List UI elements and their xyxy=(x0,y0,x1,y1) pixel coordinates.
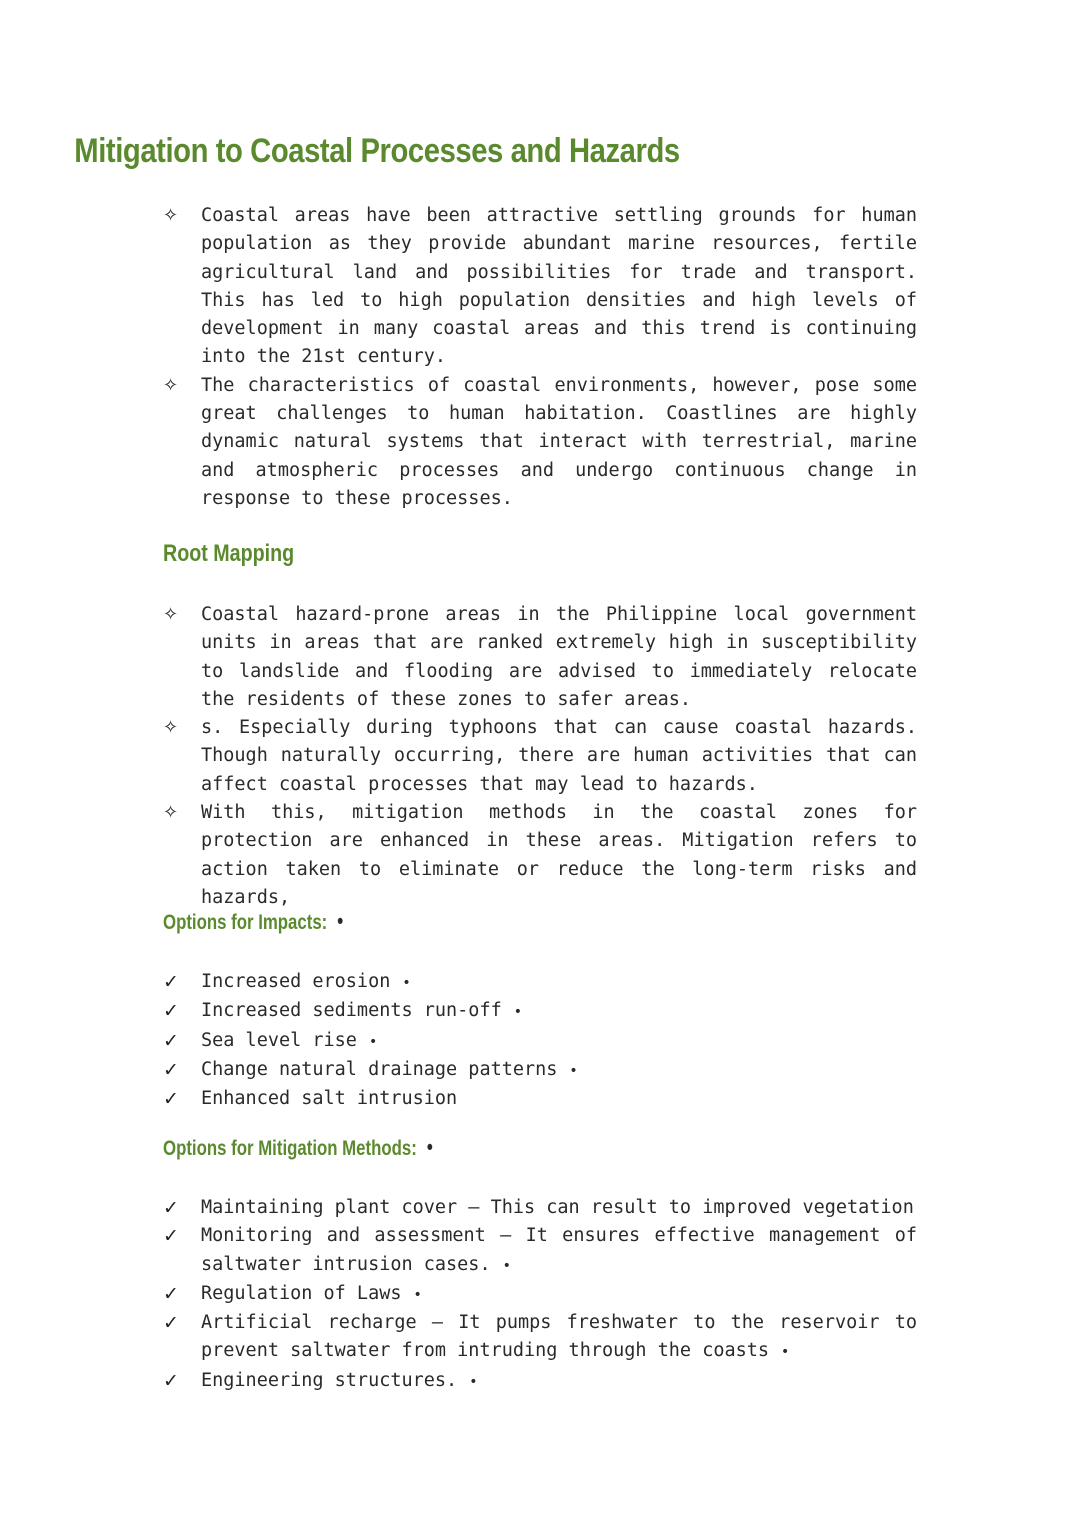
root-mapping-bullet-text: With this, mitigation methods in the coastal zones for protection are enhanced in these areas. Mitigation refers to action taken to eliminate or reduce the long-term risks and hazards, xyxy=(201,802,917,908)
diamond-bullet-icon: ✧ xyxy=(163,205,179,226)
list-item xyxy=(163,714,917,799)
check-mark-icon: ✓ xyxy=(163,1000,179,1023)
list-item xyxy=(163,968,917,997)
impacts-check-list xyxy=(163,968,917,1113)
trailing-bullet-dot: • xyxy=(413,1286,422,1303)
diamond-bullet-icon: ✧ xyxy=(163,717,179,739)
list-item xyxy=(163,372,917,513)
page-title: Mitigation to Coastal Processes and Hazards xyxy=(74,132,680,170)
check-mark-icon: ✓ xyxy=(163,1197,179,1219)
trailing-bullet-dot: • xyxy=(469,1373,478,1390)
mitigation-item-text: Engineering structures. xyxy=(201,1369,458,1391)
check-mark-icon: ✓ xyxy=(163,1312,179,1335)
section-heading-impacts xyxy=(163,910,345,935)
list-item xyxy=(163,997,917,1026)
trailing-bullet-dot: • xyxy=(569,1062,578,1079)
intro-bullet-text: The characteristics of coastal environments, however, pose some great challenges to human habitation. Coastlines are highly dynamic natural systems that interact with terrestrial, marine and atmospheric processes and undergo continuous change in response to these processes. xyxy=(201,374,917,509)
trailing-bullet-dot: • xyxy=(781,1344,790,1361)
list-item xyxy=(163,601,917,714)
mitigation-item-text: Monitoring and assessment – It ensures effective management of saltwater intrusion cases. xyxy=(201,1225,917,1275)
trailing-bullet-dot: • xyxy=(513,1004,522,1021)
list-item xyxy=(163,1027,917,1056)
impact-item-text: Change natural drainage patterns xyxy=(201,1058,558,1080)
impact-item-text: Increased sediments run-off xyxy=(201,1000,502,1022)
trailing-bullet-dot: • xyxy=(402,975,411,991)
intro-bullet-list xyxy=(163,202,917,513)
impacts-heading-label: Options for Impacts: xyxy=(163,911,328,934)
list-item xyxy=(163,1056,917,1085)
list-item xyxy=(163,1222,917,1280)
mitigation-item-text: Maintaining plant cover – This can result to improved vegetation xyxy=(201,1197,914,1218)
mitigation-check-list xyxy=(163,1194,917,1396)
root-mapping-bullet-text: s. Especially during typhoons that can cause coastal hazards. Though naturally occurring, there are human activities that can affect coastal processes that may lead to hazards. xyxy=(201,717,917,795)
mitigation-item-text: Artificial recharge – It pumps freshwater to the reservoir to prevent saltwater from intruding through the coasts xyxy=(201,1312,917,1362)
root-mapping-bullet-text: Coastal hazard-prone areas in the Philippine local government units in areas that are ranked extremely high in susceptibility to landslide and flooding are advised to immediately relocate the residents of these zones to safer areas. xyxy=(201,604,917,710)
section-heading-root-mapping: Root Mapping xyxy=(163,540,295,567)
root-mapping-bullet-list xyxy=(163,601,917,912)
impact-item-text: Sea level rise xyxy=(201,1029,357,1051)
section-heading-mitigation-methods xyxy=(163,1136,435,1161)
impact-item-text: Increased erosion xyxy=(201,971,391,992)
diamond-bullet-icon: ✧ xyxy=(163,374,179,396)
check-mark-icon: ✓ xyxy=(163,1282,179,1305)
check-mark-icon: ✓ xyxy=(163,1088,179,1111)
list-item xyxy=(163,799,917,912)
impact-item-text: Enhanced salt intrusion xyxy=(201,1088,458,1110)
check-mark-icon: ✓ xyxy=(163,1029,179,1052)
list-item xyxy=(163,1280,917,1309)
list-item xyxy=(163,202,917,372)
trailing-bullet-dot: • xyxy=(368,1033,378,1050)
check-mark-icon: ✓ xyxy=(163,1225,179,1248)
diamond-bullet-icon: ✧ xyxy=(163,802,179,824)
check-mark-icon: ✓ xyxy=(163,971,179,993)
diamond-bullet-icon: ✧ xyxy=(163,604,179,625)
check-mark-icon: ✓ xyxy=(163,1058,179,1081)
list-item xyxy=(163,1085,917,1113)
mitigation-heading-label: Options for Mitigation Methods: xyxy=(163,1137,417,1160)
list-item xyxy=(163,1367,917,1396)
check-mark-icon: ✓ xyxy=(163,1369,179,1392)
intro-bullet-text: Coastal areas have been attractive settling grounds for human population as they provide abundant marine resources, fertile agricultural land and possibilities for trade and transport. This has led to high population densities and high levels of development in many coastal areas and this trend is continuing into the 21st century. xyxy=(201,205,917,368)
mitigation-item-text: Regulation of Laws xyxy=(201,1282,402,1304)
heading-bullet-dot: • xyxy=(335,910,346,934)
trailing-bullet-dot: • xyxy=(502,1257,511,1274)
heading-bullet-dot: • xyxy=(424,1136,435,1160)
list-item xyxy=(163,1309,917,1367)
list-item xyxy=(163,1194,917,1222)
